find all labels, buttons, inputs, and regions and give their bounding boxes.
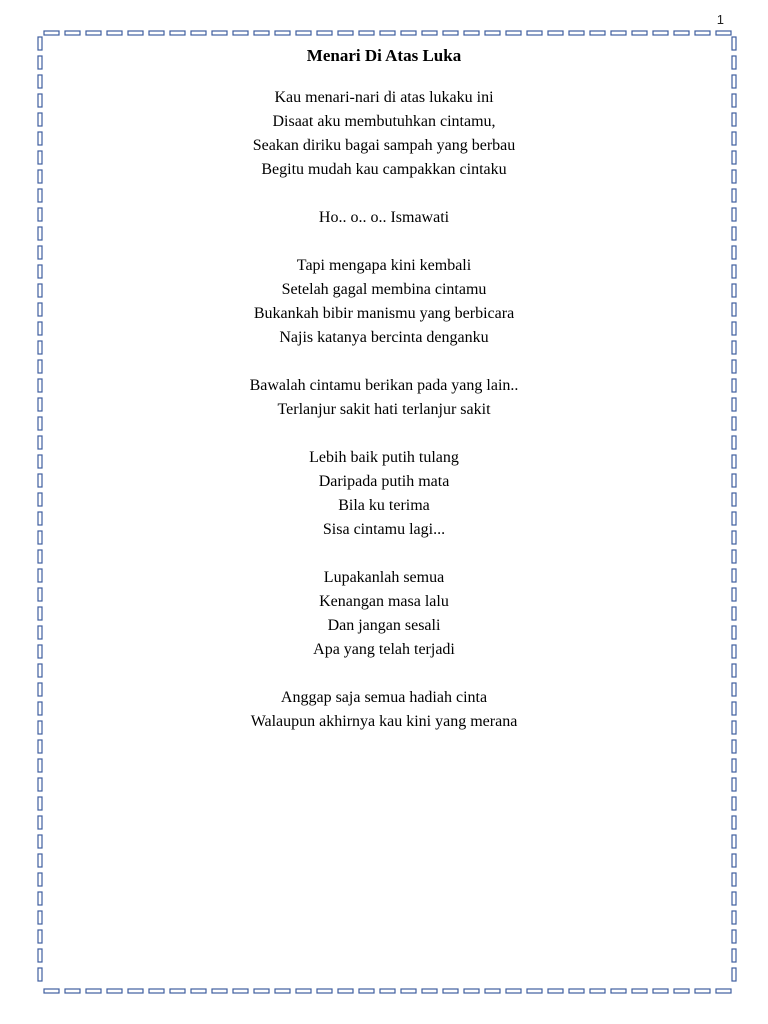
border-dash [107,989,122,993]
border-dash [38,626,42,639]
poem-line: Najis katanya bercinta denganku [279,329,489,346]
poem-line: Lupakanlah semua [323,569,445,586]
border-dash [38,949,42,962]
border-dash [38,132,42,145]
border-dash [38,683,42,696]
border-dash [695,989,710,993]
border-dash [128,31,143,35]
border-dash [732,455,736,468]
poem-line: Lebih baik putih tulang [309,449,459,466]
poem-line: Sisa cintamu lagi... [322,521,446,538]
border-dash [590,989,605,993]
border-dash [732,132,736,145]
poem-line: Terlanjur sakit hati terlanjur sakit [277,401,491,418]
border-dash [569,31,584,35]
border-dash [38,417,42,430]
border-dash [732,398,736,411]
border-dash [38,398,42,411]
border-dash [65,31,80,35]
border-dash [732,664,736,677]
poem-title: Menari Di Atas Luka [306,46,462,65]
border-dash [732,94,736,107]
poem-line: Begitu mudah kau campakkan cintaku [261,161,507,178]
border-dash [732,246,736,259]
border-dash [732,854,736,867]
border-dash [38,588,42,601]
poem-line: Daripada putih mata [318,473,450,490]
border-dash [128,989,143,993]
poem-line: Kau menari-nari di atas lukaku ini [274,89,494,106]
border-dash [38,56,42,69]
poem-line: Ho.. o.. o.. Ismawati [318,209,450,226]
border-dash [38,75,42,88]
border-dash [38,37,42,50]
border-dash [254,989,269,993]
border-dash [233,989,248,993]
border-dash [38,721,42,734]
border-dash [732,341,736,354]
border-dash [732,75,736,88]
border-dash [732,721,736,734]
border-dash [38,759,42,772]
border-dash [38,246,42,259]
border-dash [732,113,736,126]
border-dash [38,550,42,563]
border-dash [732,322,736,335]
border-dash [86,989,101,993]
border-dash [38,170,42,183]
border-dash [732,512,736,525]
border-dash [732,873,736,886]
border-dash [233,31,248,35]
border-dash [338,31,353,35]
border-dash [38,360,42,373]
poem-line: Dan jangan sesali [327,617,441,634]
border-dash [732,37,736,50]
border-dash [317,31,332,35]
stanza-3 [60,254,708,350]
border-dash [716,31,731,35]
border-dash [38,265,42,278]
border-dash [732,778,736,791]
border-dash [191,989,206,993]
border-dash [296,989,311,993]
border-dash [732,626,736,639]
poem-line: Disaat aku membutuhkan cintamu, [272,113,496,130]
border-dash [548,31,563,35]
border-dash [485,31,500,35]
border-dash [191,31,206,35]
border-dash [695,31,710,35]
poem-line: Bukankah bibir manismu yang berbicara [253,305,515,322]
border-dash [732,531,736,544]
border-dash [732,360,736,373]
border-dash [732,56,736,69]
poem-line: Seakan diriku bagai sampah yang berbau [252,137,516,154]
border-dash [464,31,479,35]
stanza-4 [60,374,708,422]
border-dash [527,31,542,35]
border-dash [732,436,736,449]
border-dash [107,31,122,35]
border-dash [38,94,42,107]
border-dash [590,31,605,35]
border-dash [506,989,521,993]
border-dash [611,31,626,35]
border-dash [506,31,521,35]
border-dash [38,227,42,240]
poem-line: Walaupun akhirnya kau kini yang merana [250,713,518,730]
border-dash [38,607,42,620]
border-dash [38,835,42,848]
poem-line: Setelah gagal membina cintamu [281,281,487,298]
border-dash [359,989,374,993]
border-dash [732,227,736,240]
border-dash [732,284,736,297]
border-dash [38,322,42,335]
border-dash [38,797,42,810]
border-dash [732,683,736,696]
stanza-1 [60,86,708,182]
border-dash [38,379,42,392]
stanza-7 [60,686,708,734]
border-dash [38,816,42,829]
border-dash [653,31,668,35]
border-dash [732,835,736,848]
border-dash [38,113,42,126]
border-dash [38,512,42,525]
border-dash [443,31,458,35]
border-dash [732,968,736,981]
poem-line: Anggap saja semua hadiah cinta [280,689,488,706]
border-dash [732,170,736,183]
border-dash [254,31,269,35]
poem-line: Tapi mengapa kini kembali [296,257,472,274]
border-dash [38,284,42,297]
border-dash [422,31,437,35]
border-dash [38,455,42,468]
border-dash [732,645,736,658]
border-dash [732,797,736,810]
border-dash [464,989,479,993]
border-dash [338,989,353,993]
border-dash [38,493,42,506]
border-dash [732,892,736,905]
border-dash [149,989,164,993]
border-dash [38,208,42,221]
border-dash [485,989,500,993]
border-dash [38,569,42,582]
border-dash [38,645,42,658]
border-dash [38,740,42,753]
border-dash [38,341,42,354]
border-dash [732,189,736,202]
poem-line: Kenangan masa lalu [319,593,449,610]
border-dash [38,474,42,487]
border-dash [732,588,736,601]
border-dash [527,989,542,993]
border-dash [44,31,59,35]
border-dash [653,989,668,993]
border-dash [732,816,736,829]
border-dash [38,930,42,943]
stanza-5 [60,446,708,542]
border-dash [380,31,395,35]
border-dash [44,989,59,993]
border-dash [65,989,80,993]
border-dash [170,989,185,993]
border-dash [422,989,437,993]
border-dash [275,31,290,35]
border-dash [38,873,42,886]
stanza-6 [60,566,708,662]
border-dash [548,989,563,993]
poem-line: Apa yang telah terjadi [313,641,455,658]
border-dash [732,303,736,316]
border-dash [149,31,164,35]
border-dash [38,151,42,164]
document-body [60,44,708,758]
border-dash [674,31,689,35]
border-dash [317,989,332,993]
border-dash [732,208,736,221]
border-dash [38,911,42,924]
border-dash [732,379,736,392]
border-dash [38,968,42,981]
border-dash [632,31,647,35]
border-dash [38,702,42,715]
border-dash [401,31,416,35]
border-dash [170,31,185,35]
border-dash [212,31,227,35]
stanza-2 [60,206,708,230]
border-dash [296,31,311,35]
border-dash [716,989,731,993]
border-dash [732,569,736,582]
border-dash [38,303,42,316]
border-dash [212,989,227,993]
border-dash [732,930,736,943]
poem-line: Bila ku terima [338,497,430,514]
border-dash [732,265,736,278]
border-dash [732,911,736,924]
border-dash [611,989,626,993]
border-dash [443,989,458,993]
page-number: 1 [716,12,724,27]
border-dash [275,989,290,993]
border-dash [38,778,42,791]
border-dash [732,607,736,620]
border-dash [38,436,42,449]
border-dash [732,550,736,563]
border-dash [732,474,736,487]
border-dash [38,189,42,202]
border-dash [732,493,736,506]
border-dash [732,740,736,753]
border-dash [38,854,42,867]
border-dash [86,31,101,35]
border-dash [38,531,42,544]
border-dash [380,989,395,993]
border-dash [632,989,647,993]
poem-line: Bawalah cintamu berikan pada yang lain.. [249,377,519,394]
border-dash [732,759,736,772]
border-dash [674,989,689,993]
border-dash [38,664,42,677]
border-dash [401,989,416,993]
border-dash [732,702,736,715]
border-dash [569,989,584,993]
border-dash [732,949,736,962]
border-dash [38,892,42,905]
border-dash [732,151,736,164]
border-dash [359,31,374,35]
border-dash [732,417,736,430]
